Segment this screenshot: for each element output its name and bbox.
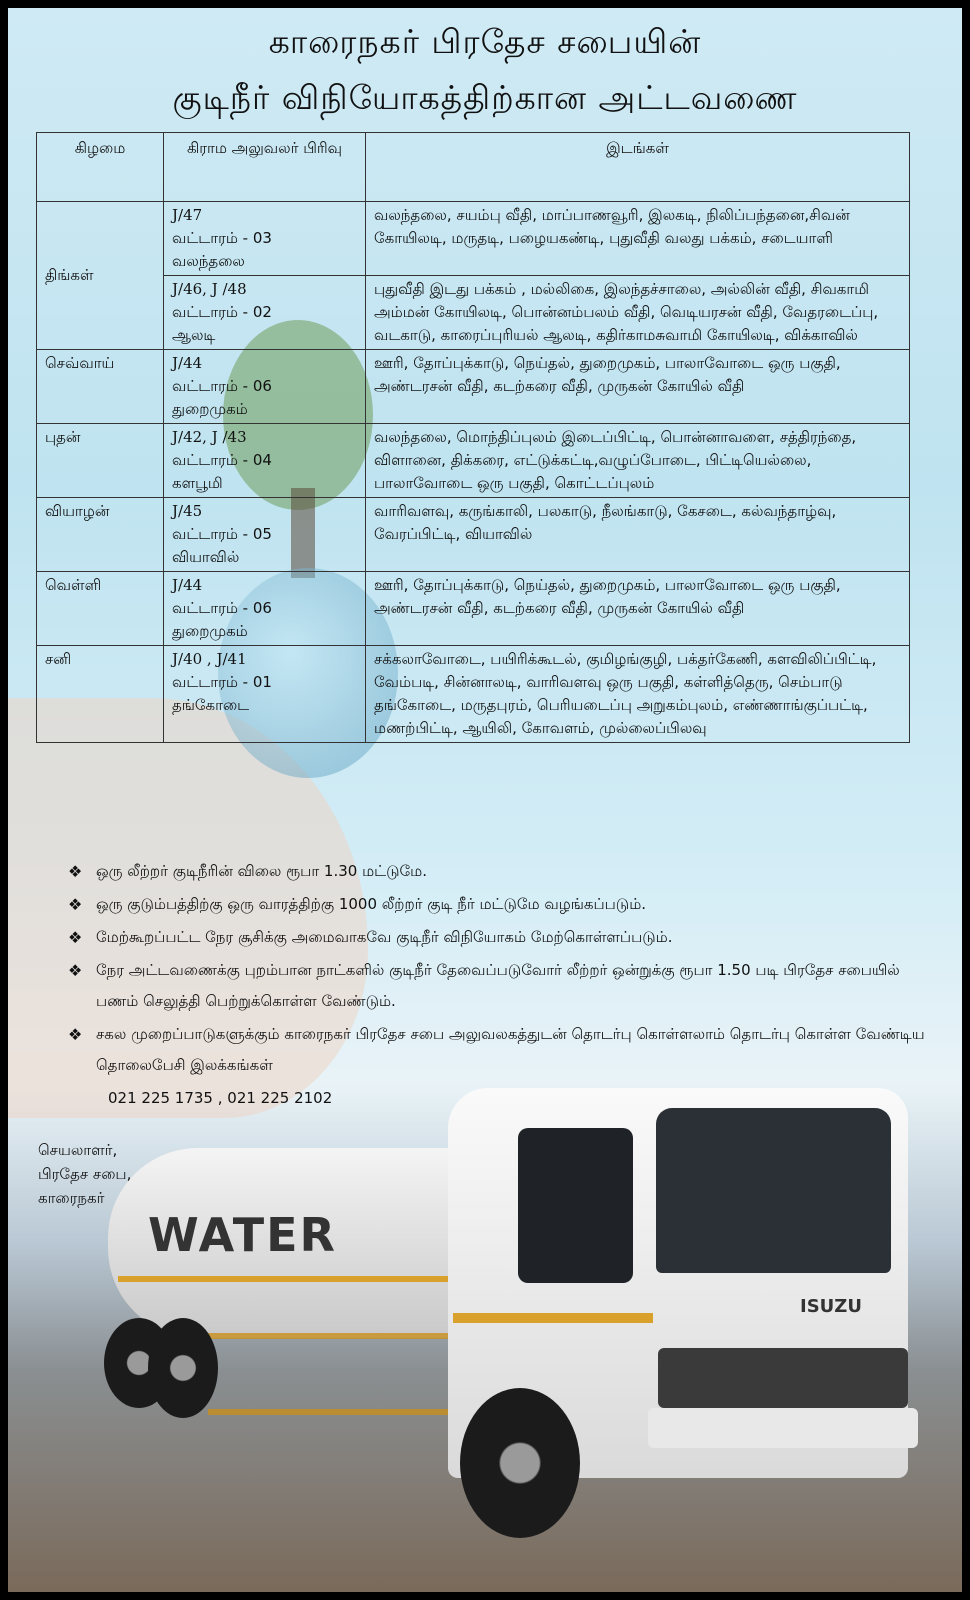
division-ward: வட்டாரம் - 02	[172, 303, 272, 321]
division-name: தங்கோடை	[172, 696, 250, 714]
division-ward: வட்டாரம் - 06	[172, 599, 272, 617]
list-item	[68, 856, 928, 887]
diamond-bullet-icon: ❖	[68, 1025, 83, 1044]
diamond-bullet-icon: ❖	[68, 928, 83, 947]
table-row	[37, 572, 910, 646]
division-code: J/44	[172, 354, 203, 372]
header-division: கிராம அலுவலர் பிரிவு	[164, 133, 366, 202]
truck-door-window	[518, 1128, 633, 1283]
truck-tank-text: WATER	[148, 1208, 337, 1262]
row-day: வியாழன்	[37, 498, 164, 572]
division-code: J/42, J /43	[172, 428, 247, 446]
truck-wheel	[148, 1318, 218, 1418]
table-row	[37, 498, 910, 572]
diamond-bullet-icon: ❖	[68, 862, 83, 881]
list-item	[68, 889, 928, 920]
truck-frame	[208, 1333, 448, 1415]
row-division	[164, 276, 366, 350]
row-day: சனி	[37, 646, 164, 743]
schedule-table	[36, 132, 910, 743]
division-name: வலந்தலை	[172, 252, 245, 270]
division-code: J/47	[172, 206, 203, 224]
table-row	[37, 202, 910, 276]
table-row	[37, 350, 910, 424]
table-row	[37, 646, 910, 743]
diamond-bullet-icon: ❖	[68, 895, 83, 914]
division-ward: வட்டாரம் - 06	[172, 377, 272, 395]
note-text: சகல முறைப்பாடுகளுக்கும் காரைநகர் பிரதேச சபை அலுவலகத்துடன் தொடர்பு கொள்ளலாம் தொடர்பு கொள்ள வேண்டிய தொலைபேசி இலக்கங்கள்	[96, 1025, 925, 1074]
division-name: துறைமுகம்	[172, 622, 248, 640]
row-division	[164, 424, 366, 498]
truck-windshield	[656, 1108, 891, 1273]
row-division	[164, 202, 366, 276]
division-name: களபூமி	[172, 474, 223, 492]
division-name: ஆலடி	[172, 326, 216, 344]
division-ward: வட்டாரம் - 04	[172, 451, 272, 469]
row-division	[164, 572, 366, 646]
truck-brand: ISUZU	[800, 1296, 862, 1317]
row-places: சக்கலாவோடை, பயிரிக்கூடல், குமிழங்குழி, பக்தர்கேணி, களவிலிப்பிட்டி, வேம்படி, சின்னாலடி, வாரிவளவு ஒரு பகுதி, கள்ளித்தெரு, செம்பாடு தங்கோடை, மருதபுரம், பெரியடைப்பு அறுகம்புலம், எண்ணாங்குப்பட்டி, மணற்பிட்டி, ஆயிலி, கோவளம், முல்லைப்பிலவு	[366, 646, 910, 743]
title-line-1: காரைநகர் பிரதேச சபையின்	[268, 22, 702, 61]
truck-wheel	[460, 1388, 580, 1538]
row-places: வாரிவளவு, கருங்காலி, பலகாடு, நீலங்காடு, கேசடை, கல்வந்தாழ்வு, வேரப்பிட்டி, வியாவில்	[366, 498, 910, 572]
row-day: திங்கள்	[37, 202, 164, 350]
note-text: ஒரு லீற்றர் குடிநீரின் விலை ரூபா 1.30 மட்டுமே.	[96, 862, 427, 880]
list-item	[68, 922, 928, 953]
signature-line: காரைநகர்	[38, 1189, 105, 1207]
division-name: வியாவில்	[172, 548, 240, 566]
row-places: ஊரி, தோப்புக்காடு, நெய்தல், துறைமுகம், பாலாவோடை ஒரு பகுதி, அண்டரசன் வீதி, கடற்கரை வீதி, முருகன் கோயில் வீதி	[366, 572, 910, 646]
table-row	[37, 276, 910, 350]
poster	[8, 8, 962, 1592]
row-day: புதன்	[37, 424, 164, 498]
table-row	[37, 424, 910, 498]
note-text: மேற்கூறப்பட்ட நேர சூசிக்கு அமைவாகவே குடிநீர் விநியோகம் மேற்கொள்ளப்படும்.	[96, 928, 673, 946]
signature-line: செயலாளர்,	[38, 1141, 118, 1159]
row-division	[164, 646, 366, 743]
note-text: நேர அட்டவணைக்கு புறம்பான நாட்களில் குடிநீர் தேவைப்படுவோர் லீற்றர் ஒன்றுக்கு ரூபா 1.50 படி பிரதேச சபையில் பணம் செலுத்தி பெற்றுக்கொள்ள வேண்டும்.	[96, 961, 900, 1010]
division-name: துறைமுகம்	[172, 400, 248, 418]
division-code: J/40 , J/41	[172, 650, 247, 668]
table-header-row	[37, 133, 910, 202]
header-day: கிழமை	[37, 133, 164, 202]
division-ward: வட்டாரம் - 05	[172, 525, 272, 543]
phone-numbers: 021 225 1735 , 021 225 2102	[108, 1089, 333, 1107]
note-text: ஒரு குடும்பத்திற்கு ஒரு வாரத்திற்கு 1000 லீற்றர் குடி நீர் மட்டுமே வழங்கப்படும்.	[96, 895, 647, 913]
diamond-bullet-icon: ❖	[68, 961, 83, 980]
division-code: J/46, J /48	[172, 280, 247, 298]
row-division	[164, 498, 366, 572]
header-places: இடங்கள்	[366, 133, 910, 202]
division-code: J/44	[172, 576, 203, 594]
row-places: வலந்தலை, சயம்பு வீதி, மாப்பாணவூரி, இலகடி, நிலிப்பந்தனை,சிவன் கோயிலடி, மருதடி, பழையகண்டி, புதுவீதி வலது பக்கம், சடையாளி	[366, 202, 910, 276]
row-places: புதுவீதி இடது பக்கம் , மல்லிகை, இலந்தச்சாலை, அல்லின் வீதி, சிவகாமி அம்மன் கோயிலடி, பொன்னம்பலம் வீதி, வெடியரசன் வீதி, வேதரடைப்பு, வடகாடு, காரைப்புரியல் ஆலடி, கதிர்காமசுவாமி கோயிலடி, விக்காவில்	[366, 276, 910, 350]
row-day: செவ்வாய்	[37, 350, 164, 424]
row-division	[164, 350, 366, 424]
signature-line: பிரதேச சபை,	[38, 1165, 132, 1183]
truck-bumper	[648, 1408, 918, 1448]
division-ward: வட்டாரம் - 01	[172, 673, 272, 691]
list-item	[68, 1019, 928, 1081]
division-ward: வட்டாரம் - 03	[172, 229, 272, 247]
row-places: வலந்தலை, மொந்திப்புலம் இடைப்பிட்டி, பொன்னாவளை, சத்திரந்தை, விளானை, திக்கரை, எட்டுக்கட்டி,வழுப்போடை, பிட்டியெல்லை, பாலாவோடை ஒரு பகுதி, கொட்டப்புலம்	[366, 424, 910, 498]
row-day: வெள்ளி	[37, 572, 164, 646]
notes-list	[68, 856, 928, 1113]
truck-cab-stripe	[453, 1313, 653, 1323]
truck-stripe	[118, 1276, 478, 1282]
truck-grille	[658, 1348, 908, 1408]
row-places: ஊரி, தோப்புக்காடு, நெய்தல், துறைமுகம், பாலாவோடை ஒரு பகுதி, அண்டரசன் வீதி, கடற்கரை வீதி, முருகன் கோயில் வீதி	[366, 350, 910, 424]
division-code: J/45	[172, 502, 203, 520]
title-line-2: குடிநீர் விநியோகத்திற்கான அட்டவணை	[172, 78, 798, 117]
list-item	[68, 955, 928, 1017]
